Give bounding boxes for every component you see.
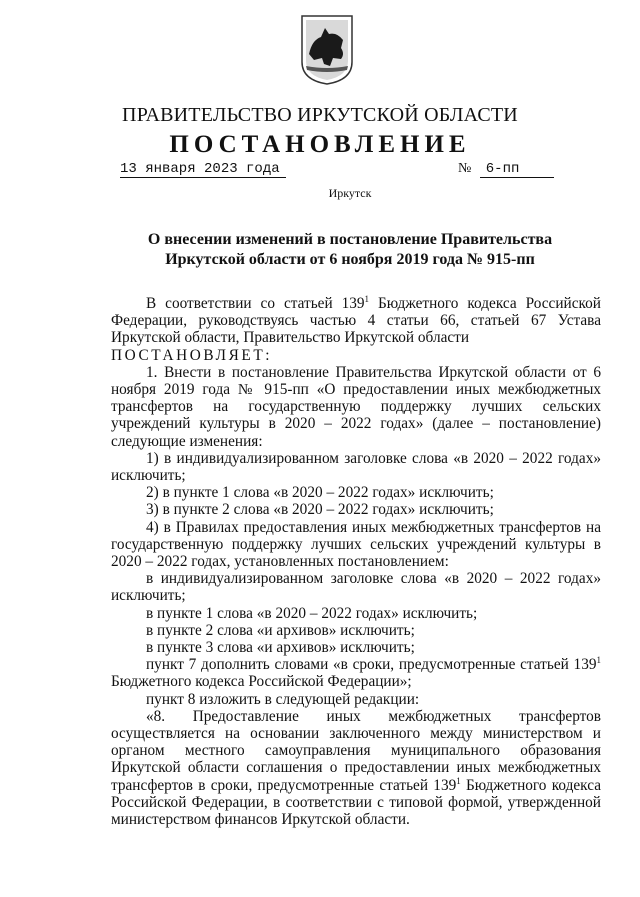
document-date [120, 161, 286, 178]
paragraph-2: 1) в индивидуализированном заголовке слова «в 2020 – 2022 годах» исключить; [111, 449, 601, 485]
document-body [111, 295, 601, 828]
number-label: № [458, 161, 472, 176]
paragraph-5: 4) в Правилах предоставления иных межбюджетных трансфертов на государственную поддержку лучших сельских учреждений культуры в 2020 – 2022 годах, установленных постановлением: [111, 518, 601, 571]
document-type: ПОСТАНОВЛЕНИЕ [169, 131, 471, 158]
paragraph-1: 1. Внести в постановление Правительства Иркутской области от 6 ноября 2019 года № 915-пп «О предоставлении иных межбюджетных трансфертов на государственную поддержку лучших сельских учреждений культуры в 2020 – 2022 годах» (далее – постановление) следующие изменения: [111, 363, 601, 450]
paragraph-9: в пункте 3 слова «и архивов» исключить; [146, 639, 415, 657]
paragraph-4: 3) в пункте 2 слова «в 2020 – 2022 годах» исключить; [146, 501, 494, 519]
paragraph-8: в пункте 2 слова «и архивов» исключить; [146, 621, 415, 639]
intro-paragraph: В соответствии со статьей $139^1$ Бюджетного кодекса Российской Федерации, руководствуясь частью 4 статьи 66, статьей 67 Устава Иркутской области, Правительство Иркутской области [111, 293, 601, 347]
paragraph-7: в пункте 1 слова «в 2020 – 2022 годах» исключить; [146, 604, 478, 622]
paragraph-6: в индивидуализированном заголовке слова «в 2020 – 2022 годах» исключить; [111, 570, 601, 605]
paragraph-3: 2) в пункте 1 слова «в 2020 – 2022 годах» исключить; [146, 484, 494, 502]
number-value: 6-пп [480, 161, 554, 178]
government-name: ПРАВИТЕЛЬСТВО ИРКУТСКОЙ ОБЛАСТИ [122, 104, 518, 126]
city: Иркутск [328, 186, 372, 200]
document-number [458, 161, 554, 178]
paragraph-11: пункт 8 изложить в следующей редакции: [146, 690, 420, 708]
resolves-heading: ПОСТАНОВЛЯЕТ: [111, 346, 273, 364]
document-title: О внесении изменений в постановление Правительства Иркутской области от 6 ноября 2019 года № 915-пп [147, 231, 553, 268]
paragraph-10: пункт 7 дополнить словами «в сроки, предусмотренные статьей $139^1$ Бюджетного кодекса Российской Федерации»; [111, 655, 601, 691]
paragraph-12: «8. Предоставление иных межбюджетных трансфертов осуществляется на основании заключенного между министерством и органом местного самоуправления муниципального образования Иркутской области соглашения о предоставлении иных межбюджетных трансфертов в сроки, предусмотренные статьей $139^1$ Бюджетного кодекса Российской Федерации, в соответствии с типовой формой, утвержденной министерством финансов Иркутской области. [111, 707, 601, 829]
date-value: 13 января 2023 года [120, 161, 286, 178]
coat-of-arms-icon [300, 14, 354, 86]
